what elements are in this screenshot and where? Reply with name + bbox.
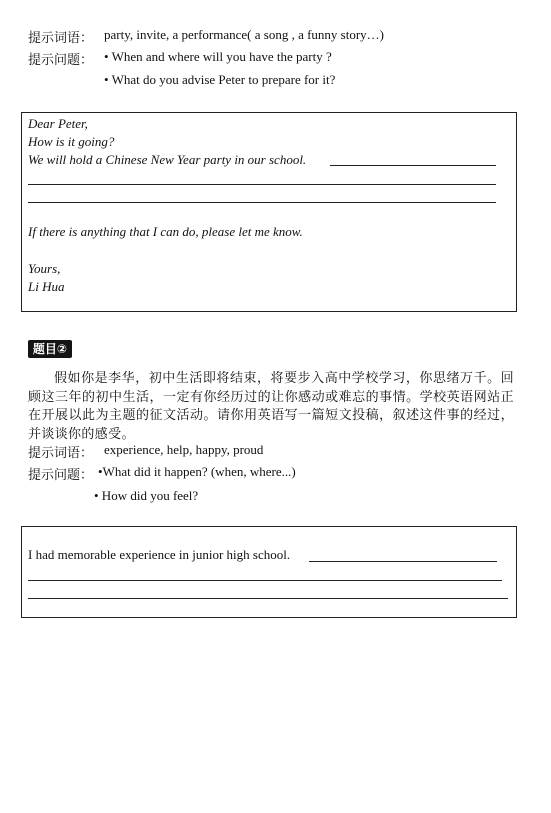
letter-box bbox=[21, 112, 517, 312]
question-item: • When and where will you have the party ? bbox=[104, 49, 332, 64]
writing-line[interactable] bbox=[28, 598, 508, 599]
letter-salutation: Dear Peter, bbox=[28, 116, 88, 131]
question-item: • How did you feel? bbox=[94, 488, 199, 503]
answer-start-text: I had memorable experience in junior high school. bbox=[28, 547, 291, 562]
task-number-badge: 题目② bbox=[28, 340, 72, 358]
letter-line: How is it going? bbox=[28, 134, 115, 149]
writing-line[interactable] bbox=[330, 165, 496, 166]
writing-line[interactable] bbox=[28, 202, 496, 203]
keywords-text-1: party, invite, a performance( a song , a funny story…) bbox=[104, 27, 385, 42]
letter-line: We will hold a Chinese New Year party in our school. bbox=[28, 152, 307, 167]
questions-label-1: 提示问题： bbox=[28, 53, 94, 68]
letter-signature: Li Hua bbox=[28, 279, 65, 294]
writing-line[interactable] bbox=[28, 184, 496, 185]
question-item: • What do you advise Peter to prepare for it? bbox=[104, 72, 336, 87]
writing-line[interactable] bbox=[309, 561, 497, 562]
keywords-label-2: 提示词语： bbox=[28, 446, 94, 461]
questions-label-2: 提示问题： bbox=[28, 468, 94, 483]
question-item: •What did it happen? (when, where...) bbox=[98, 464, 296, 479]
letter-signoff: Yours, bbox=[28, 261, 61, 276]
task-prompt: 假如你是李华，初中生活即将结束，将要步入高中学校学习，你思绪万千。回顾这三年的初中生活，一定有你经历过的让你感动或难忘的事情。学校英语网站正在开展以此为主题的征文活动。请你用英语写一篇短文投稿，叙述这件事的经过，并谈谈你的感受。 bbox=[28, 371, 514, 442]
answer-box bbox=[21, 526, 517, 618]
keywords-label-1: 提示词语： bbox=[28, 31, 94, 46]
keywords-text-2: experience, help, happy, proud bbox=[104, 442, 264, 457]
writing-line[interactable] bbox=[28, 580, 502, 581]
letter-closing-line: If there is anything that I can do, please let me know. bbox=[28, 224, 303, 239]
